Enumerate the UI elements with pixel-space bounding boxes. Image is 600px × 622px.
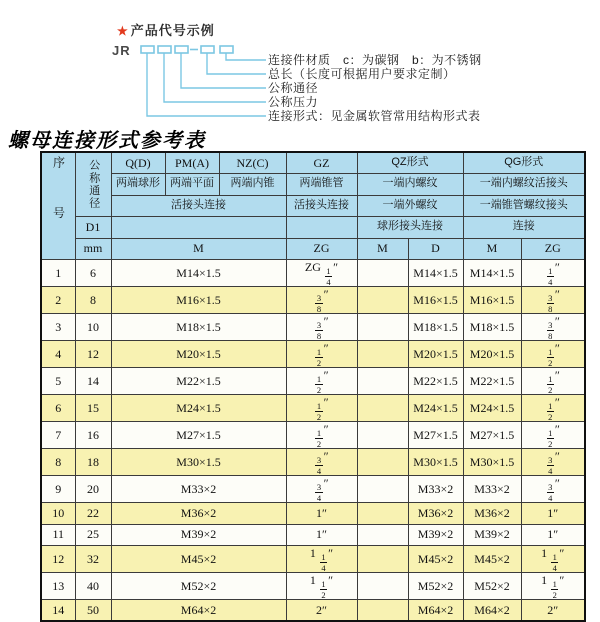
header-dn: 公称通径: [75, 152, 111, 217]
code-label-material: 连接件材质 c：为碳钢 b：为不锈钢: [268, 53, 482, 67]
table-cell: M16×1.5: [463, 287, 521, 314]
table-cell: $\frac{1}{2}$ ″: [286, 368, 357, 395]
code-box: [141, 46, 154, 53]
table-cell: $\frac{1}{2}$ ″: [521, 422, 585, 449]
header-q-desc: 两端球形: [111, 174, 165, 196]
table-cell: 1″: [286, 503, 357, 525]
table-cell: 2″: [286, 600, 357, 622]
table-cell: 8: [41, 449, 75, 476]
header-blank-1: [111, 217, 286, 239]
table-cell: [357, 422, 408, 449]
table-cell: 2: [41, 287, 75, 314]
header-qz-m: M: [357, 238, 408, 260]
table-cell: 14: [41, 600, 75, 622]
table-row: [41, 449, 585, 476]
header-qg-desc: 一端内螺纹活接头: [463, 174, 585, 196]
table-cell: M33×2: [111, 476, 286, 503]
table-row: [41, 395, 585, 422]
table-cell: 32: [75, 546, 111, 573]
table-cell: $\frac{3}{4}$ ″: [286, 476, 357, 503]
code-box: [175, 46, 188, 53]
table-cell: M24×1.5: [111, 395, 286, 422]
table-cell: $\frac{3}{4}$ ″: [286, 449, 357, 476]
table-cell: 40: [75, 573, 111, 600]
header-pm-desc: 两端平面: [165, 174, 219, 196]
table-cell: 1″: [521, 524, 585, 546]
code-box: [220, 46, 233, 53]
table-cell: M18×1.5: [463, 314, 521, 341]
table-cell: M45×2: [463, 546, 521, 573]
table-cell: M36×2: [463, 503, 521, 525]
table-cell: M45×2: [408, 546, 463, 573]
table-cell: 12: [41, 546, 75, 573]
code-label-pressure: 公称压力: [268, 95, 319, 109]
header-pm: PM(A): [165, 152, 219, 174]
table-cell: [357, 260, 408, 287]
table-cell: [357, 573, 408, 600]
table-cell: 20: [75, 476, 111, 503]
header-union-connection: 活接头连接: [111, 195, 286, 217]
header-qg-desc2: 一端锥管螺纹接头: [463, 195, 585, 217]
table-cell: 11: [41, 524, 75, 546]
header-qg-m: M: [463, 238, 521, 260]
table-cell: 6: [41, 395, 75, 422]
table-cell: [357, 368, 408, 395]
diagram-heading-text: 产品代号示例: [130, 23, 215, 38]
product-code-diagram: [0, 0, 600, 130]
table-cell: M64×2: [463, 600, 521, 622]
table-cell: ZG $\frac{1}{4}$ ″: [286, 260, 357, 287]
header-qg-form: QG形式: [463, 152, 585, 174]
header-mm: mm: [75, 238, 111, 260]
table-cell: M30×1.5: [463, 449, 521, 476]
table-cell: $\frac{1}{2}$ ″: [521, 368, 585, 395]
table-cell: M20×1.5: [408, 341, 463, 368]
header-qg-connection: 连接: [463, 217, 585, 239]
table-cell: $\frac{1}{2}$ ″: [286, 341, 357, 368]
table-cell: [357, 476, 408, 503]
table-cell: $\frac{1}{2}$ ″: [286, 395, 357, 422]
table-cell: M20×1.5: [111, 341, 286, 368]
table-cell: M45×2: [111, 546, 286, 573]
table-cell: 10: [75, 314, 111, 341]
table-cell: $\frac{3}{8}$ ″: [286, 314, 357, 341]
header-nz: NZ(C): [219, 152, 286, 174]
table-cell: [357, 503, 408, 525]
table-row: [41, 476, 585, 503]
table-cell: M52×2: [463, 573, 521, 600]
table-cell: M52×2: [408, 573, 463, 600]
table-row: [41, 524, 585, 546]
table-cell: [357, 600, 408, 622]
header-blank-2: [286, 217, 357, 239]
header-q: Q(D): [111, 152, 165, 174]
table-cell: M64×2: [408, 600, 463, 622]
code-label-connection: 连接形式：见金属软管常用结构形式表: [268, 109, 481, 123]
table-row: [41, 503, 585, 525]
table-cell: [357, 449, 408, 476]
code-box: [201, 46, 214, 53]
table-cell: M36×2: [111, 503, 286, 525]
table-cell: M33×2: [463, 476, 521, 503]
table-cell: 15: [75, 395, 111, 422]
header-qz-desc: 一端内螺纹: [357, 174, 463, 196]
header-gz: GZ: [286, 152, 357, 174]
table-cell: M16×1.5: [408, 287, 463, 314]
table-cell: 1 $\frac{1}{4}$ ″: [521, 546, 585, 573]
table-cell: 8: [75, 287, 111, 314]
header-qz-connection: 球形接头连接: [357, 217, 463, 239]
table-cell: 7: [41, 422, 75, 449]
table-cell: [357, 546, 408, 573]
header-qg-zg: ZG: [521, 238, 585, 260]
table-cell: M30×1.5: [408, 449, 463, 476]
table-cell: 22: [75, 503, 111, 525]
table-cell: 10: [41, 503, 75, 525]
table-cell: $\frac{1}{2}$ ″: [286, 422, 357, 449]
table-cell: 4: [41, 341, 75, 368]
table-cell: M14×1.5: [408, 260, 463, 287]
table-cell: M36×2: [408, 503, 463, 525]
table-cell: M20×1.5: [463, 341, 521, 368]
table-cell: $\frac{1}{4}$ ″: [521, 260, 585, 287]
table-cell: 13: [41, 573, 75, 600]
table-cell: M22×1.5: [111, 368, 286, 395]
table-cell: M27×1.5: [463, 422, 521, 449]
table-cell: 18: [75, 449, 111, 476]
header-zg: ZG: [286, 238, 357, 260]
code-box: [158, 46, 171, 53]
code-label-diameter: 公称通径: [268, 81, 319, 95]
star-icon: ★: [117, 24, 129, 38]
table-cell: 14: [75, 368, 111, 395]
table-cell: 1″: [521, 503, 585, 525]
table-row: [41, 314, 585, 341]
table-cell: M18×1.5: [408, 314, 463, 341]
table-cell: M22×1.5: [463, 368, 521, 395]
table-cell: 9: [41, 476, 75, 503]
table-cell: 16: [75, 422, 111, 449]
table-cell: 6: [75, 260, 111, 287]
table-title: 螺母连接形式参考表: [8, 130, 206, 152]
table-cell: $\frac{3}{4}$ ″: [521, 476, 585, 503]
header-qz-desc2: 一端外螺纹: [357, 195, 463, 217]
table-row: [41, 546, 585, 573]
table-cell: 1″: [286, 524, 357, 546]
table-cell: 50: [75, 600, 111, 622]
connector-line: [207, 53, 266, 74]
code-label-length: 总长（长度可根据用户要求定制）: [268, 67, 456, 81]
header-d1: D1: [75, 217, 111, 239]
table-cell: 1 $\frac{1}{2}$ ″: [521, 573, 585, 600]
table-cell: 3: [41, 314, 75, 341]
table-cell: M52×2: [111, 573, 286, 600]
table-cell: 2″: [521, 600, 585, 622]
table-cell: M14×1.5: [111, 260, 286, 287]
table-row: [41, 422, 585, 449]
table-cell: M39×2: [463, 524, 521, 546]
table-cell: [357, 287, 408, 314]
table-cell: [357, 395, 408, 422]
header-qz-d: D: [408, 238, 463, 260]
table-cell: $\frac{3}{4}$ ″: [521, 449, 585, 476]
table-cell: M18×1.5: [111, 314, 286, 341]
table-cell: $\frac{1}{2}$ ″: [521, 341, 585, 368]
table-row: [41, 341, 585, 368]
table-cell: $\frac{3}{8}$ ″: [521, 287, 585, 314]
table-row: [41, 260, 585, 287]
header-qz-form: QZ形式: [357, 152, 463, 174]
connector-line: [226, 53, 266, 60]
header-nz-desc: 两端内锥: [219, 174, 286, 196]
table-cell: [357, 524, 408, 546]
code-prefix: JR: [112, 43, 131, 58]
header-gz-desc: 两端锥管: [286, 174, 357, 196]
table-cell: 5: [41, 368, 75, 395]
nut-connection-table: [40, 151, 586, 622]
table-row: [41, 287, 585, 314]
table-cell: M30×1.5: [111, 449, 286, 476]
table-row: [41, 573, 585, 600]
header-m: M: [111, 238, 286, 260]
table-cell: $\frac{3}{8}$ ″: [521, 314, 585, 341]
table-cell: M14×1.5: [463, 260, 521, 287]
table-cell: M24×1.5: [463, 395, 521, 422]
table-cell: M39×2: [408, 524, 463, 546]
table-cell: $\frac{3}{8}$ ″: [286, 287, 357, 314]
table-cell: [357, 341, 408, 368]
table-header: [41, 152, 585, 260]
header-gz-connection: 活接头连接: [286, 195, 357, 217]
table-cell: M64×2: [111, 600, 286, 622]
table-cell: 1 $\frac{1}{2}$ ″: [286, 573, 357, 600]
table-cell: M16×1.5: [111, 287, 286, 314]
header-seq: 序号: [41, 152, 75, 260]
table-cell: 25: [75, 524, 111, 546]
connector-line: [181, 53, 266, 88]
table-cell: M24×1.5: [408, 395, 463, 422]
table-cell: M22×1.5: [408, 368, 463, 395]
table-cell: M33×2: [408, 476, 463, 503]
table-cell: [357, 314, 408, 341]
table-cell: M27×1.5: [111, 422, 286, 449]
table-cell: 12: [75, 341, 111, 368]
table-row: [41, 368, 585, 395]
table-row: [41, 600, 585, 622]
table-cell: M27×1.5: [408, 422, 463, 449]
table-cell: 1: [41, 260, 75, 287]
table-cell: 1 $\frac{1}{4}$ ″: [286, 546, 357, 573]
table-cell: $\frac{1}{2}$ ″: [521, 395, 585, 422]
table-cell: M39×2: [111, 524, 286, 546]
